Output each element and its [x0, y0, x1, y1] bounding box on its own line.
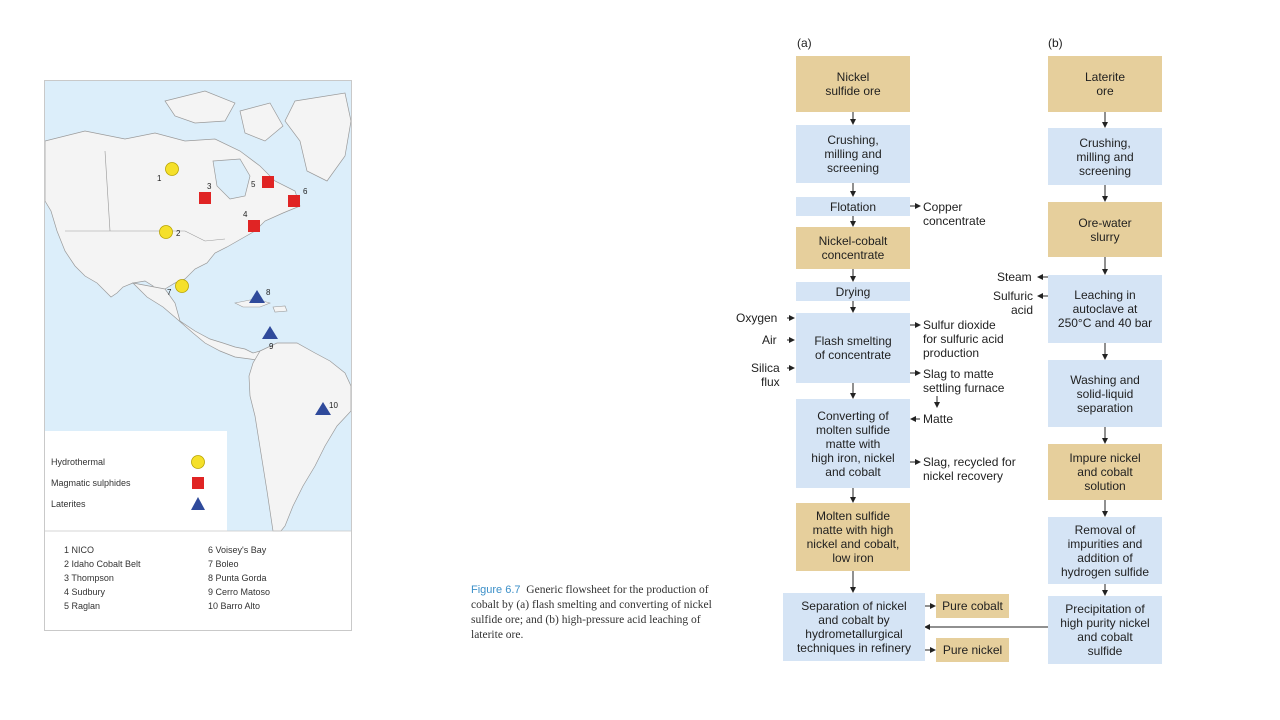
box-b-crushing: Crushing, milling and screening	[1048, 128, 1162, 185]
marker-number-1: 1	[157, 174, 162, 183]
figure-label: Figure 6.7	[471, 584, 521, 596]
box-a-crushing: Crushing, milling and screening	[796, 125, 910, 183]
box-laterite-ore: Laterite ore	[1048, 56, 1162, 112]
deposit-map-panel	[44, 80, 352, 631]
marker-number-6: 6	[303, 187, 308, 196]
box-molten-matte: Molten sulfide matte with high nickel and cobalt, low iron	[796, 503, 910, 571]
marker-number-2: 2	[176, 229, 181, 238]
box-pure-nickel: Pure nickel	[936, 638, 1009, 662]
marker-number-3: 3	[207, 182, 212, 191]
box-pure-cobalt: Pure cobalt	[936, 594, 1009, 618]
box-precipitation: Precipitation of high purity nickel and cobalt sulfide	[1048, 596, 1162, 664]
site-item: 5 Raglan	[64, 601, 101, 611]
box-converting: Converting of molten sulfide matte with high iron, nickel and cobalt	[796, 399, 910, 488]
marker-number-10: 10	[329, 401, 338, 410]
box-leaching: Leaching in autoclave at 250°C and 40 bar	[1048, 275, 1162, 343]
site-item: 4 Sudbury	[64, 587, 106, 597]
label-slag-to-matte: Slag to matte settling furnace	[923, 367, 1005, 395]
site-item: 9 Cerro Matoso	[208, 587, 271, 597]
box-ore-water-slurry: Ore-water slurry	[1048, 202, 1162, 257]
site-item: 6 Voisey's Bay	[208, 545, 267, 555]
marker-number-4: 4	[243, 210, 248, 219]
label-slag-recycled: Slag, recycled for nickel recovery	[923, 455, 1016, 483]
label-sulfuric-acid: Sulfuric acid	[993, 289, 1034, 317]
label-silica-flux: Silica flux	[751, 361, 780, 389]
hispaniola	[273, 306, 287, 312]
figure-caption	[471, 583, 731, 643]
caption-text: Generic flowsheet for the production of cobalt by (a) flash smelting and converting of nickel sulfide ore; and (b) high-pressure acid leaching of laterite ore.	[471, 584, 712, 641]
column-b-label: (b)	[1048, 36, 1063, 50]
box-flotation: Flotation	[796, 197, 910, 216]
marker-number-5: 5	[251, 180, 256, 189]
label-copper-concentrate: Copper concentrate	[923, 200, 986, 228]
box-ni-co-concentrate: Nickel-cobalt concentrate	[796, 227, 910, 269]
marker-number-7: 7	[167, 288, 172, 297]
box-drying: Drying	[796, 282, 910, 301]
marker-number-8: 8	[266, 288, 271, 297]
legend-label-hydrothermal: Hydrothermal	[51, 457, 106, 467]
label-air: Air	[762, 333, 777, 347]
legend-magmatic-icon	[192, 477, 204, 489]
site-item: 8 Punta Gorda	[208, 573, 267, 583]
box-removal: Removal of impurities and addition of hydrogen sulfide	[1048, 517, 1162, 584]
cobalt-flowsheet	[735, 36, 1175, 670]
legend-hydrothermal-icon	[192, 456, 205, 469]
box-separation: Separation of nickel and cobalt by hydrometallurgical techniques in refinery	[783, 593, 925, 661]
legend-label-laterites: Laterites	[51, 499, 86, 509]
site-item: 3 Thompson	[64, 573, 114, 583]
box-flash-smelting: Flash smelting of concentrate	[796, 313, 910, 383]
site-item: 2 Idaho Cobalt Belt	[64, 559, 141, 569]
label-steam: Steam	[997, 270, 1032, 284]
column-a-label: (a)	[797, 36, 812, 50]
site-list-right	[208, 543, 270, 613]
site-list-left	[64, 543, 141, 613]
site-item: 7 Boleo	[208, 559, 239, 569]
label-matte: Matte	[923, 412, 954, 426]
label-oxygen: Oxygen	[736, 311, 778, 325]
label-sulfur-dioxide: Sulfur dioxide for sulfuric acid production	[923, 318, 1004, 360]
box-impure-solution: Impure nickel and cobalt solution	[1048, 444, 1162, 500]
site-item: 10 Barro Alto	[208, 601, 261, 611]
marker-number-9: 9	[269, 342, 274, 351]
box-washing: Washing and solid-liquid separation	[1048, 360, 1162, 427]
site-item: 1 NICO	[64, 545, 95, 555]
legend-label-magmatic: Magmatic sulphides	[51, 478, 131, 488]
box-nickel-sulfide-ore: Nickel sulfide ore	[796, 56, 910, 112]
